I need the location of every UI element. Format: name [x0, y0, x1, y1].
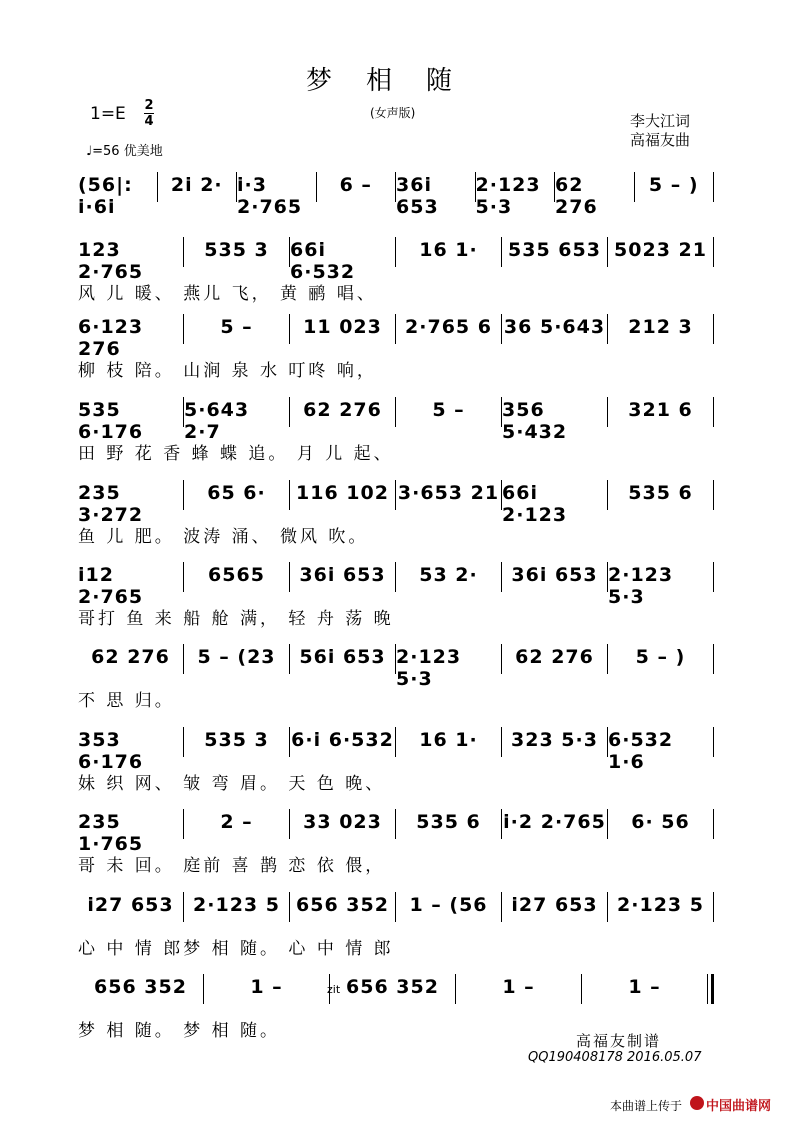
arranger-credit: 高福友制谱	[576, 1032, 662, 1050]
measure: i12 2·765	[78, 564, 144, 608]
notes-row	[78, 972, 714, 1012]
measure: 2 –	[220, 811, 253, 833]
time-denominator: 4	[144, 114, 154, 129]
score-system	[78, 890, 714, 962]
measure: 1 – (56	[409, 894, 488, 916]
lyrics-line: 风 儿 暖、 燕儿 飞， 黄 鹂 唱、	[78, 284, 377, 304]
measure: 535 6	[628, 482, 693, 504]
measure: 353 6·176	[78, 729, 144, 773]
measure: 16 1·	[419, 239, 478, 261]
measure: 212 3	[628, 316, 693, 338]
measure: 62 276	[303, 399, 382, 421]
measure: 5 – (23	[197, 646, 276, 668]
lyrics-line: 不 思 归。	[78, 691, 175, 711]
key-signature: 1=E	[90, 104, 126, 124]
score-system	[78, 642, 714, 714]
time-signature	[144, 99, 154, 128]
measure: 66i 6·532	[290, 239, 356, 283]
notes-row	[78, 807, 714, 855]
measure: i27 653	[87, 894, 174, 916]
measure: 65 6·	[207, 482, 266, 504]
barline	[713, 237, 714, 267]
score-system	[78, 478, 714, 550]
measure: 656 352	[346, 976, 439, 998]
measure: 62 276	[515, 646, 594, 668]
measure: 6· 56	[631, 811, 690, 833]
measure: 1 –	[628, 976, 661, 998]
barline	[713, 892, 714, 922]
page-title: 梦相随	[305, 66, 486, 96]
measure: 2·123 5·3	[608, 564, 674, 608]
measure: 2·765 6	[405, 316, 492, 338]
lyrics-line: 哥打 鱼 来 船 舱 满， 轻 舟 荡 晚	[78, 609, 394, 629]
measure: 535 3	[204, 239, 269, 261]
measure: 62 276	[555, 174, 598, 218]
score-system	[78, 560, 714, 632]
lyricist: 李大江词	[630, 112, 691, 130]
barline	[713, 172, 714, 202]
lyrics-line: 哥 未 回。 庭前 喜 鹊 恋 依 偎，	[78, 856, 386, 876]
barline	[713, 480, 714, 510]
time-numerator: 2	[144, 98, 154, 113]
barline	[713, 314, 714, 344]
measure: 6·123 276	[78, 316, 144, 360]
notes-row	[78, 725, 714, 773]
measure: 323 5·3	[511, 729, 598, 751]
measure: 535 6	[416, 811, 481, 833]
barline	[713, 727, 714, 757]
notes-row	[78, 312, 714, 360]
measure: 6 –	[339, 174, 372, 196]
measure: 123 2·765	[78, 239, 144, 283]
measure: 33 023	[303, 811, 382, 833]
measure: 535 3	[204, 729, 269, 751]
measure: 535 653	[508, 239, 601, 261]
version-label: (女声版)	[370, 106, 416, 120]
zit-marking: zit	[327, 983, 341, 996]
barline	[713, 397, 714, 427]
lyrics-line: 鱼 儿 肥。 波涛 涌、 微风 吹。	[78, 527, 369, 547]
measure: 16 1·	[419, 729, 478, 751]
measure: 6·532 1·6	[608, 729, 674, 773]
measure: i·3 2·765	[237, 174, 303, 218]
composer: 高福友曲	[630, 131, 691, 149]
contact-date: QQ190408178 2016.05.07	[528, 1050, 702, 1065]
score-system	[78, 170, 714, 242]
measure: 356 5·432	[502, 399, 568, 443]
site-logo-icon	[690, 1096, 704, 1110]
measure: 6·i 6·532	[291, 729, 394, 751]
measure: 3·653 21	[397, 482, 500, 504]
measure: 36i 653	[511, 564, 598, 586]
measure: 62 276	[91, 646, 170, 668]
score-system	[78, 807, 714, 879]
barline	[713, 562, 714, 592]
lyrics-line: 柳 枝 陪。 山涧 泉 水 叮咚 响，	[78, 361, 377, 381]
measure: 5 –	[432, 399, 465, 421]
measure: 5023 21	[614, 239, 707, 261]
measure: 2·123 5·3	[475, 174, 541, 218]
measure: 5 – )	[635, 646, 686, 668]
lyrics-line: 田 野 花 香 蜂 蝶 追。 月 儿 起、	[78, 444, 394, 464]
notes-row	[78, 560, 714, 608]
site-logo: 中国曲谱网	[706, 1099, 772, 1114]
lyrics-line: 梦 相 随。 梦 相 随。	[78, 1021, 281, 1041]
measure: 2·123 5·3	[396, 646, 462, 690]
notes-row	[78, 478, 714, 526]
measure: 36i 653	[299, 564, 386, 586]
measure: i·2 2·765	[503, 811, 606, 833]
lyrics-line: 心 中 情 郎梦 相 随。 心 中 情 郎	[78, 939, 394, 959]
measure: 2·123 5	[193, 894, 280, 916]
notes-row	[78, 890, 714, 930]
tempo-marking: ♩=56 优美地	[86, 144, 163, 159]
measure: 321 6	[628, 399, 693, 421]
measure: 2i 2·	[170, 174, 223, 196]
score-system	[78, 312, 714, 384]
measure: 53 2·	[419, 564, 478, 586]
measure: 656 352	[296, 894, 389, 916]
uploaded-label: 本曲谱上传于	[610, 1099, 683, 1113]
measure: i27 653	[511, 894, 598, 916]
measure: 36 5·643	[503, 316, 606, 338]
notes-row	[78, 395, 714, 443]
measure: 5 – )	[648, 174, 699, 196]
score-system	[78, 725, 714, 797]
barline	[713, 809, 714, 839]
notes-row	[78, 235, 714, 283]
measure: 656 352	[94, 976, 187, 998]
measure: 5·643 2·7	[184, 399, 250, 443]
measure: 235 1·765	[78, 811, 144, 855]
measure: (56|: i·6i	[78, 174, 133, 218]
measure: 116 102	[296, 482, 389, 504]
score-system	[78, 395, 714, 467]
notes-row	[78, 642, 714, 690]
score-system	[78, 235, 714, 307]
measure: 2·123 5	[617, 894, 704, 916]
measure: 535 6·176	[78, 399, 144, 443]
measure: 5 –	[220, 316, 253, 338]
barline	[713, 644, 714, 674]
notes-row	[78, 170, 714, 218]
measure: 1 –	[502, 976, 535, 998]
lyrics-line: 妹 织 网、 皱 弯 眉。 天 色 晚、	[78, 774, 386, 794]
measure: 235 3·272	[78, 482, 144, 526]
measure: 66i 2·123	[502, 482, 568, 526]
measure: 1 –	[250, 976, 283, 998]
measure: 36i 653	[396, 174, 439, 218]
measure: 11 023	[303, 316, 382, 338]
measure: 56i 653	[299, 646, 386, 668]
barline	[707, 974, 714, 1004]
measure: 6565	[208, 564, 265, 586]
